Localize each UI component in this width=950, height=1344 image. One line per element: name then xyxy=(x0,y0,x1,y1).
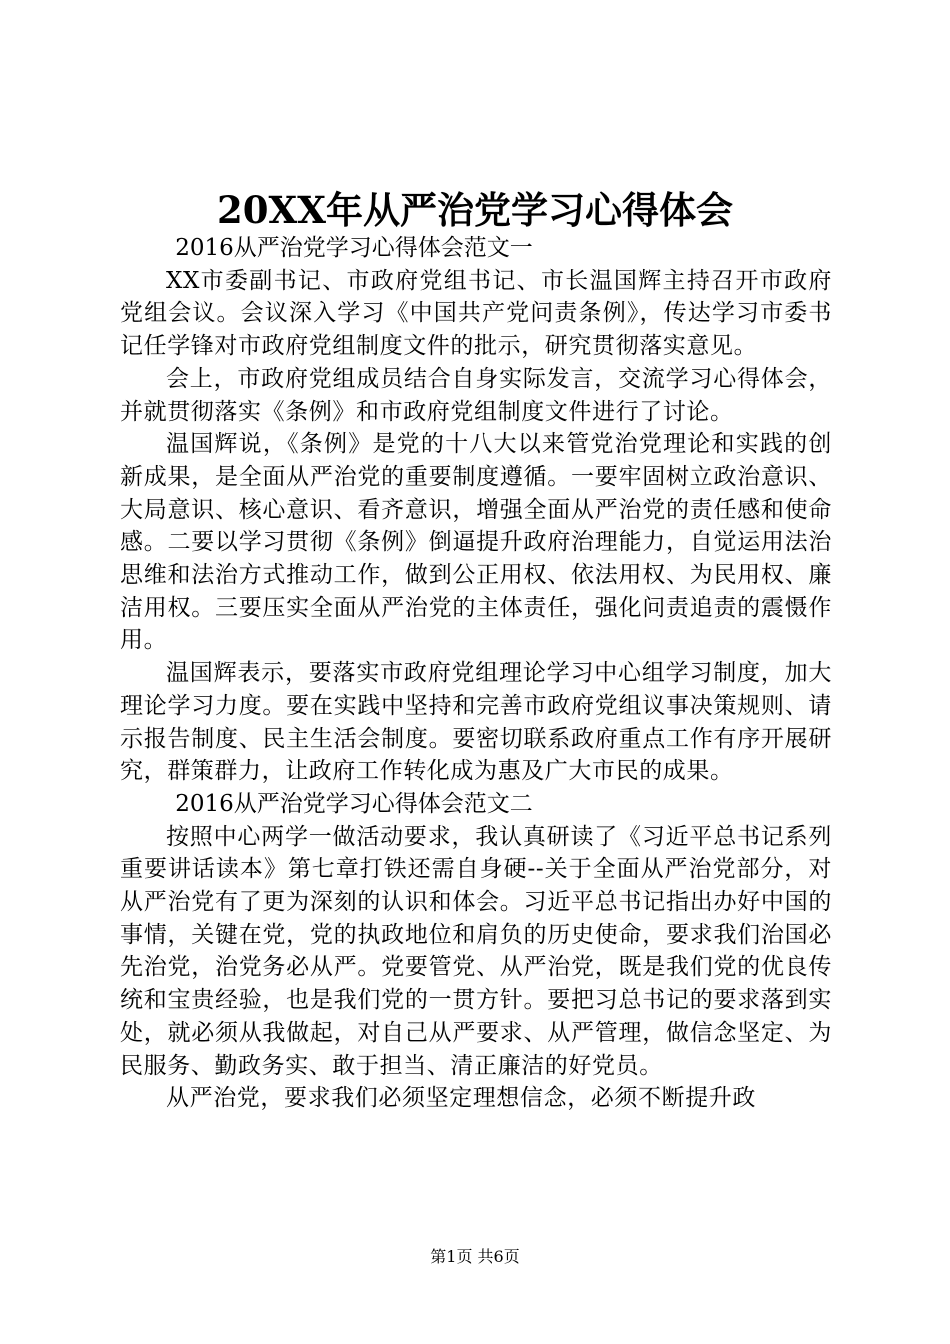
paragraph: 按照中心两学一做活动要求，我认真研读了《习近平总书记系列重要讲话读本》第七章打铁还需自身硬--关于全面从严治党部分，对从严治党有了更为深刻的认识和体会。习近平总书记指出办好中国的事情，关键在党，党的执政地位和肩负的历史使命，要求我们治国必先治党，治党务必从严。党要管党、从严治党，既是我们党的优良传统和宝贵经验，也是我们党的一贯方针。要把习总书记的要求落到实处，就必须从我做起，对自己从严要求、从严管理，做信念坚定、为民服务、勤政务实、敢于担当、清正廉洁的好党员。 xyxy=(120,823,832,1079)
section-heading: 2016从严治党学习心得体会范文二 xyxy=(175,790,533,817)
document-title: 20XX年从严治党学习心得体会 xyxy=(217,188,733,232)
section-heading: 2016从严治党学习心得体会范文一 xyxy=(175,235,533,261)
paragraph: 温国辉表示，要落实市政府党组理论学习中心组学习制度，加大理论学习力度。要在实践中坚持和完善市政府党组议事决策规则、请示报告制度、民主生活会制度。要密切联系政府重点工作有序开展研究，群策群力，让政府工作转化成为惠及广大市民的成果。 xyxy=(120,660,832,785)
paragraph: 从严治党，要求我们必须坚定理想信念，必须不断提升政 xyxy=(166,1085,756,1112)
page-footer: 第1页 共6页 xyxy=(430,1247,520,1266)
document-body xyxy=(120,232,832,1115)
paragraph: 会上，市政府党组成员结合自身实际发言，交流学习心得体会，并就贯彻落实《条例》和市政府党组制度文件进行了讨论。 xyxy=(120,365,832,425)
paragraph: 温国辉说，《条例》是党的十八大以来管党治党理论和实践的创新成果，是全面从严治党的重要制度遵循。一要牢固树立政治意识、大局意识、核心意识、看齐意识，增强全面从严治党的责任感和使命感。二要以学习贯彻《条例》倒逼提升政府治理能力，自觉运用法治思维和法治方式推动工作，做到公正用权、依法用权、为民用权、廉洁用权。三要压实全面从严治党的主体责任，强化问责追责的震慑作用。 xyxy=(120,431,832,654)
paragraph: XX市委副书记、市政府党组书记、市长温国辉主持召开市政府党组会议。会议深入学习《中国共产党问责条例》，传达学习市委书记任学锋对市政府党组制度文件的批示，研究贯彻落实意见。 xyxy=(120,267,832,360)
